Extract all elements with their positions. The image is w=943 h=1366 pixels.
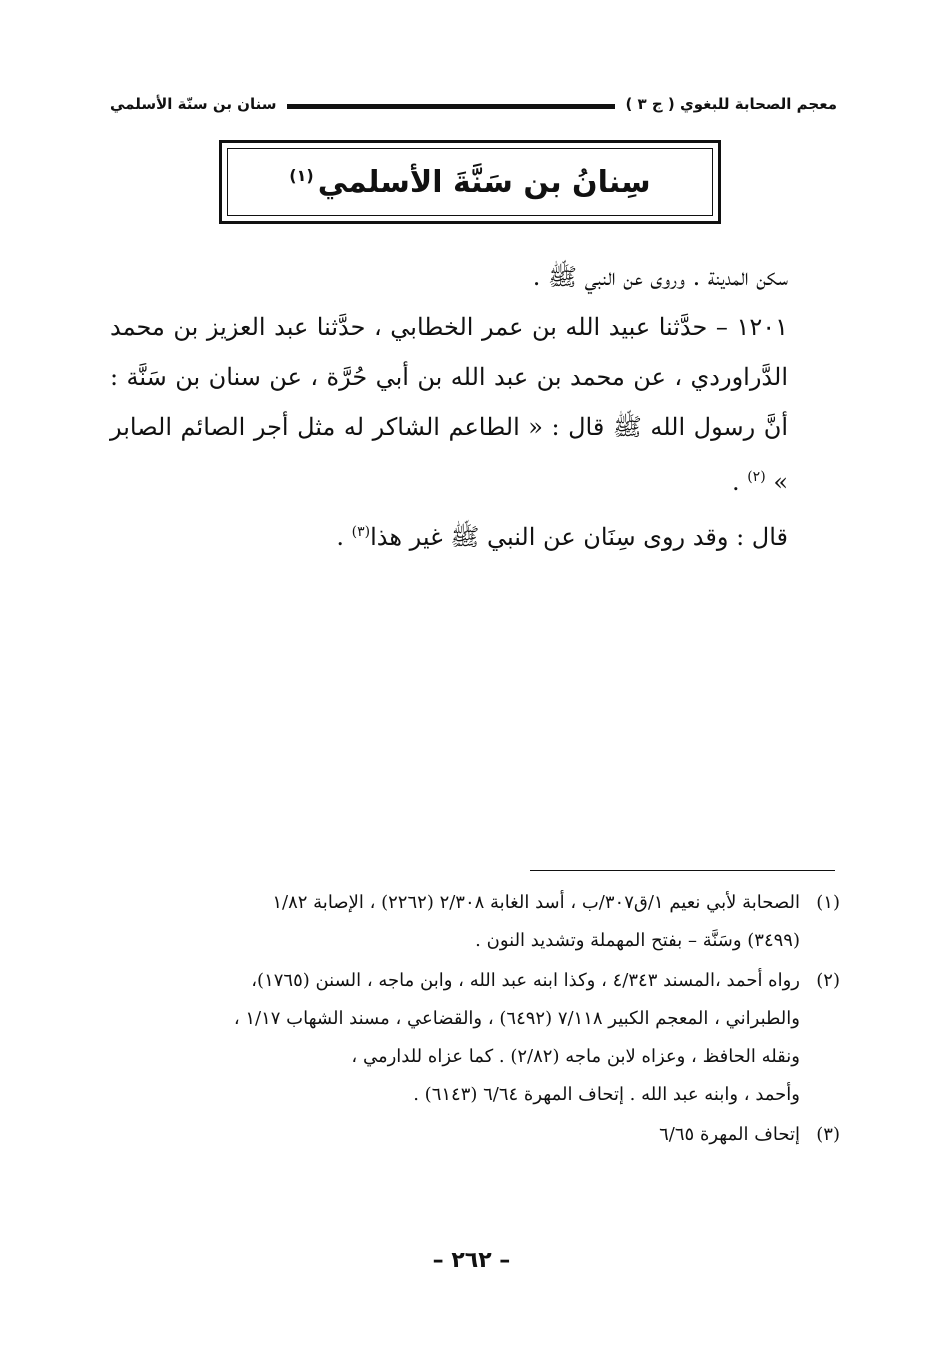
main-text: [110, 252, 840, 562]
footnote-body: [110, 962, 800, 1114]
hadith-footnote-ref: (٢): [747, 469, 766, 485]
hadith-end: .: [731, 468, 748, 496]
footnote-item: [110, 962, 840, 1114]
footnote-item: [110, 884, 840, 960]
footnote-separator: [530, 870, 835, 871]
footnote-line: إتحاف المهرة ٦/٦٥: [659, 1124, 800, 1145]
remark-text: قال : وقد روى سِنَان عن النبي ﷺ غير هذا: [370, 523, 788, 551]
footnote-line: رواه أحمد ،المسند ٤/٣٤٣ ، وكذا ابنه عبد الله ، وابن ماجه ، السنن (١٧٦٥)،: [251, 970, 800, 991]
entry-title-footnote-ref: (١): [289, 165, 314, 185]
footnote-number: (١): [816, 892, 840, 913]
entry-title-text: سِنانُ بن سَنَّةَ الأسلمي: [317, 164, 651, 200]
remark-footnote-ref: (٣): [351, 524, 371, 540]
footnote-body: [110, 884, 800, 960]
footnotes: [110, 884, 840, 1156]
running-header: [110, 90, 837, 118]
header-book-title: معجم الصحابة للبغوي ( ج ٣ ): [625, 95, 837, 113]
paragraph-residence: سكن المدينة . وروى عن النبي ﷺ .: [532, 263, 788, 291]
footnote-line: الصحابة لأبي نعيم ١/ق٣٠٧/ب ، أسد الغابة ٢/٣٠٨ (٢٢٦٢) ، الإصابة ١/٨٢: [272, 892, 800, 913]
header-entry-title: سنان بن سنّة الأسلمي: [110, 95, 277, 113]
footnote-line: وأحمد ، وابنه عبد الله . إتحاف المهرة ٦/٦٤ (٦١٤٣) .: [413, 1084, 800, 1105]
footnote-body: [110, 1116, 800, 1154]
paragraph-hadith-1201: [110, 302, 840, 507]
entry-title-inner-frame: [227, 148, 713, 216]
hadith-text: ١٢٠١ – حدَّثنا عبيد الله بن عمر الخطابي ، حدَّثنا عبد العزيز بن محمد الدَّراوردي ، عن محمد بن عبد الله بن أبي حُرَّة ، عن سنان بن سَنَّة : أنَّ رسول الله ﷺ قال : « الطاعم الشاكر له مثل أجر الصائم الصابر »: [110, 313, 788, 496]
footnote-item: [110, 1116, 840, 1154]
remark-end: .: [336, 523, 352, 551]
footnote-number: (٣): [816, 1124, 840, 1145]
footnote-line: (٣٤٩٩) وسَنَّة – بفتح المهملة وتشديد النون .: [475, 930, 800, 951]
footnote-line: ونقله الحافظ ، وعزاه لابن ماجه (٢/٨٢) . كما عزاه للدارمي ،: [351, 1046, 800, 1067]
footnote-number: (٢): [816, 970, 840, 991]
page-number: – ٢٦٢ –: [432, 1248, 511, 1273]
entry-title: [289, 165, 650, 200]
footnote-line: والطبراني ، المعجم الكبير ٧/١١٨ (٦٤٩٢) ، والقضاعي ، مسند الشهاب ١/١٧ ،: [233, 1008, 800, 1029]
entry-title-box: [219, 140, 721, 224]
paragraph-remark: [110, 507, 840, 562]
header-rule: [287, 104, 616, 109]
